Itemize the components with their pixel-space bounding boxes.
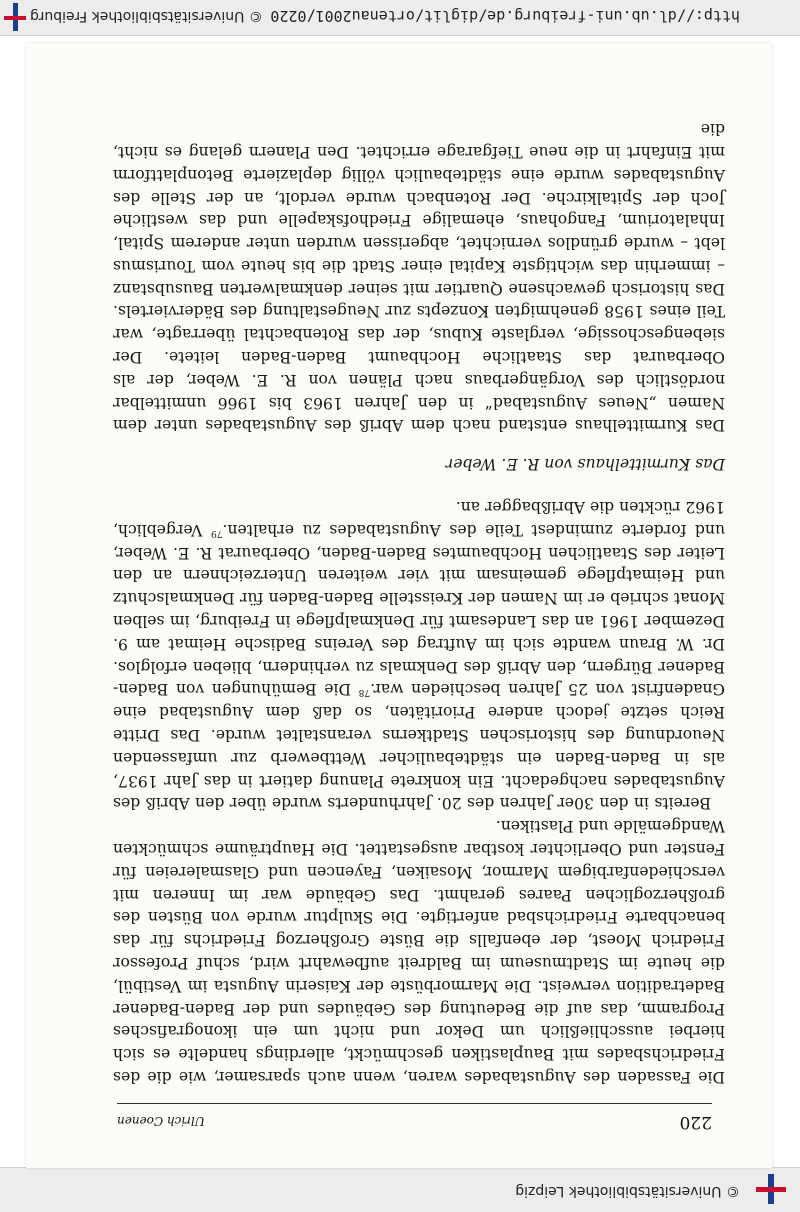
- top-watermark-bar: [0, 1167, 800, 1212]
- book-page: [26, 43, 772, 1168]
- library-logo-small: [4, 3, 26, 31]
- body-text: [113, 117, 725, 1088]
- section-subheading: Das Kurmittelhaus von R. E. Weber: [445, 455, 725, 474]
- running-head-author: Ulrich Coenen: [117, 1114, 205, 1128]
- logo-horizontal-bar: [756, 1187, 786, 1192]
- bottom-watermark-bar: [0, 0, 800, 36]
- library-logo: [756, 1174, 786, 1204]
- paragraph-kurmittelhaus: Das Kurmittelhaus entstand nach dem Abriß des Augustabades unter dem Namen „Neues Augustabad“ in den Jahren 1963 bis 1966 unmittelbar nordöstlich des Vorgängerbaus nach Plänen von R. E. Weber, der als Oberbaurat das Staatliche Hochbaumt Baden-Baden leitete. Der siebengeschossige, verglaste Kubus, der das Rotenbachtal überragte, war Teil eines 1958 genehmigten Konzepts zur Neugestaltung des Bäderviertels. Das historisch gewachsene Quartier mit seiner denkmalwerten Bausubstanz – immerhin das wichtigste Kapital einer Stadt die bis heute vom Tourismus lebt – wurde gründlos vernichtet, abgerissen wurden unter anderem Spital, Inhalatorium, Fangohaus, ehemalige Friedhofskapelle und das westliche Joch der Spitalkirche. Der Rotenbach wurde verdolt, an der Stelle des Augustabades wurde eine städtebaulich völlig deplazierte Betonplattform mit Einfahrt in die neue Tiefgarage errichtet. Den Planern gelang es nicht, die: [113, 120, 725, 435]
- paragraph-facades: Die Fassaden des Augustabades waren, wenn auch sparsamer, wie die des Friedrichsbades mit Bauplastiken geschmückt, allerdings handelte es sich hierbei ausschließlich um Dekor und nicht um ein ikonografisches Programm, das auf die Bedeutung des Gebäudes und der Baden-Badener Badetradition verweist. Die Marmorbüste der Kaiserin Augusta im Vestibül, die heute im Stadtmuseum im Baldreit aufbewahrt wird, schuf Professor Friedrich Moest, der ebenfalls die Büste Großherzog Friedrichs für das benachbarte Friedrichsbad anfertigte. Die Skulptur wurde von Büsten des großherzoglichen Paares gerahmt. Das Gebäude war im Inneren mit verschiedenfarbigem Marmor, Mosaiken, Fayencen und Glasmalereien für Fenster und Oberlichter kostbar ausgestattet. Die Haupträume schmückten Wandgemälde und Plastiken.: [113, 817, 725, 1086]
- source-url: http://dl.ub.uni-freiburg.de/diglit/ortenau2001/0220: [270, 7, 740, 25]
- footnote-78: 78: [358, 687, 371, 698]
- paragraph-demolition-part2: Die Bemühungen von Baden-Badener Bürgern, den Abriß des Denkmals zu verhindern, blieben erfolglos. Dr. W. Braun wandte sich im Auftrag des Vereins Badische Heimat am 9. Dezember 1961 an das Landesamt für Denkmalpflege in Freiburg, im selben Monat schrieb er im Namen der Kreisstelle Baden-Baden für Denkmalschutz und Heimatpflege gemeinsam mit vier weiteren Unterzeichnern an den Leiter des Staatlichen Hochbaumtes Baden-Baden, Oberbaurat R. E. Weber, und forderte zumindest Teile des Augustabades zu erhalten.: [113, 520, 725, 699]
- freiburg-credit: © Universitätsbibliothek Freiburg: [30, 8, 263, 24]
- paragraph-demolition-part1: Bereits in den 30er Jahren des 20. Jahrhunderts wurde über den Abriß des Augustabades nachgedacht. Ein konkrete Planung datiert in das Jahr 1937, als in Baden-Baden ein städtebaulicher Wettbewerb zur umfassenden Neuordnung des historischen Stadtkerns veranstaltet wurde. Das Dritte Reich setzte jedoch andere Prioritäten, so daß dem Augustabad eine Gnadenfrist von 25 Jahren beschieden war.: [113, 680, 725, 813]
- paragraph-demolition: [113, 495, 725, 814]
- running-head: [117, 1103, 712, 1134]
- paragraph-demolition-part3: Vergeblich, 1962 rückten die Abrißbagger an.: [113, 498, 725, 539]
- page-number: 220: [679, 1112, 712, 1132]
- leipzig-credit: © Universitätsbibliothek Leipzig: [515, 1183, 740, 1199]
- footnote-79: 79: [211, 528, 223, 539]
- logo-small-horizontal-bar: [4, 16, 26, 20]
